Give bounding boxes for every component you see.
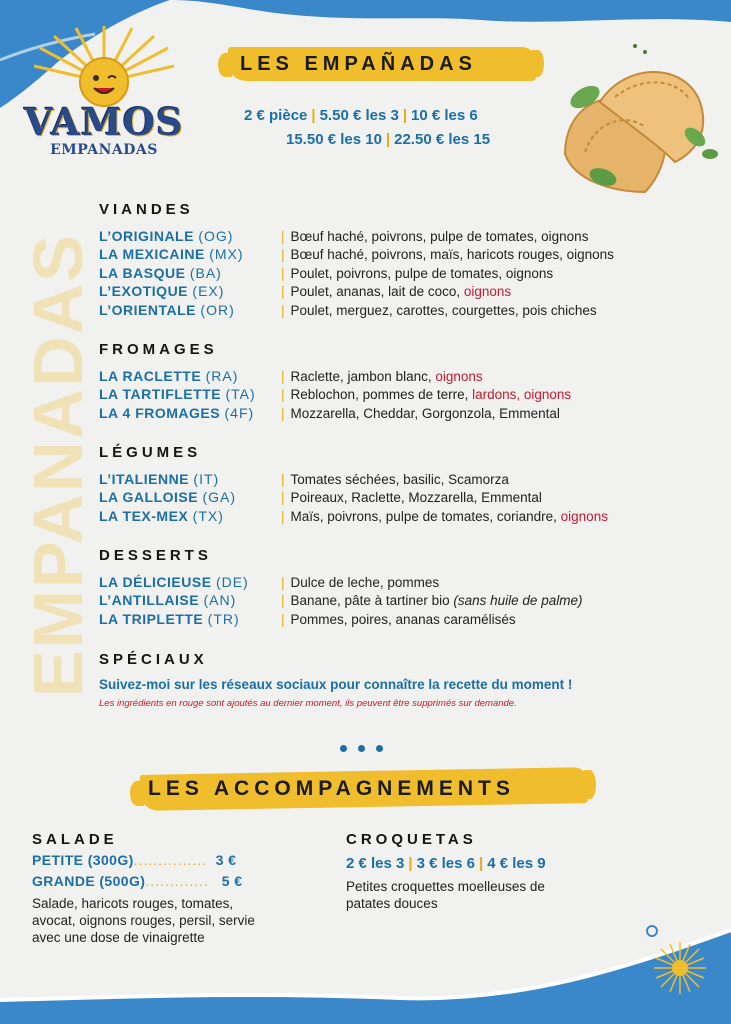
item-description: Reblochon, pommes de terre, [290, 387, 473, 402]
removable-ingredient: oignons [463, 284, 512, 299]
brand-logo [24, 24, 184, 174]
price-line-1: 2 € pièce | 5.50 € les 3 | 10 € les 6 [244, 107, 478, 124]
removable-ingredient: oignons [560, 509, 608, 524]
price-item: 5.50 € les 3 [319, 107, 399, 124]
item-name: LA TRIPLETTE [99, 611, 204, 627]
size-price: 5 € [221, 873, 243, 889]
item-name: LA TEX-MEX [99, 508, 189, 524]
item-code: (IT) [193, 471, 220, 487]
section-title-desserts: DESSERTS [99, 547, 212, 564]
sun-icon [652, 940, 708, 996]
item-code: (TA) [225, 386, 256, 402]
croquetas-prices: 2 € les 3 | 3 € les 6 | 4 € les 9 [346, 855, 546, 872]
menu-item: LA MEXICAINE (MX) | Bœuf haché, poivrons, maïs, haricots rouges, oignons [99, 246, 614, 262]
logo-subtitle: EMPANADAS [50, 142, 158, 158]
item-name: LA GALLOISE [99, 489, 199, 505]
removable-ingredient: lardons, oignons [472, 387, 572, 402]
item-code: (RA) [205, 368, 239, 384]
section-title-speciaux: SPÉCIAUX [99, 651, 208, 668]
price-item: 10 € les 6 [411, 107, 478, 124]
item-description: Bœuf haché, poivrons, maïs, haricots rouges, oignons [290, 247, 614, 262]
item-name: L’ANTILLAISE [99, 592, 200, 608]
description-line: Petites croquettes moelleuses de [346, 879, 545, 894]
price-item: 4 € les 9 [487, 855, 546, 872]
section-title-fromages: FROMAGES [99, 341, 218, 358]
menu-item: LA GALLOISE (GA) | Poireaux, Raclette, Mozzarella, Emmental [99, 489, 542, 505]
price-line-2: 15.50 € les 10 | 22.50 € les 15 [286, 131, 491, 148]
item-description: Pommes, poires, ananas caramélisés [290, 612, 516, 627]
item-name: LA TARTIFLETTE [99, 386, 222, 402]
item-description: Tomates séchées, basilic, Scamorza [290, 472, 509, 487]
item-code: (DE) [215, 574, 249, 590]
menu-item: LA TRIPLETTE (TR) | Pommes, poires, ananas caramélisés [99, 611, 516, 627]
menu-item: LA DÉLICIEUSE (DE) | Dulce de leche, pommes [99, 574, 440, 590]
item-code: (TX) [192, 508, 224, 524]
item-name: L’ORIENTALE [99, 302, 197, 318]
price-item: 2 € pièce [244, 107, 308, 124]
menu-item: L’ORIENTALE (OR) | Poulet, merguez, carottes, courgettes, pois chiches [99, 302, 597, 318]
price-item: 2 € les 3 [346, 855, 405, 872]
size-label: PETITE (300G) [32, 852, 134, 868]
item-name: L’EXOTIQUE [99, 283, 189, 299]
item-code: (OR) [200, 302, 235, 318]
item-code: (4F) [224, 405, 255, 421]
item-code: (MX) [209, 246, 244, 262]
item-description: Poireaux, Raclette, Mozzarella, Emmental [290, 490, 542, 505]
menu-item: L’ITALIENNE (IT) | Tomates séchées, basilic, Scamorza [99, 471, 509, 487]
item-name: LA RACLETTE [99, 368, 202, 384]
menu-item: L’ANTILLAISE (AN) | Banane, pâte à tartiner bio (sans huile de palme) [99, 592, 583, 608]
item-description-note: (sans huile de palme) [453, 593, 583, 608]
item-description: Dulce de leche, pommes [290, 575, 440, 590]
description-line: Salade, haricots rouges, tomates, [32, 896, 234, 911]
item-name: L’ORIGINALE [99, 228, 194, 244]
item-name: LA 4 FROMAGES [99, 405, 221, 421]
description-line: patates douces [346, 896, 438, 911]
item-description: Raclette, jambon blanc, [290, 369, 436, 384]
item-description: Poulet, merguez, carottes, courgettes, pois chiches [290, 303, 597, 318]
salade-title: SALADE [32, 831, 118, 848]
menu-item: LA RACLETTE (RA) | Raclette, jambon blanc, oignons [99, 368, 483, 384]
item-code: (TR) [207, 611, 240, 627]
item-name: LA DÉLICIEUSE [99, 574, 212, 590]
salade-size-grande: GRANDE (500G)............. 5 € [32, 873, 243, 889]
menu-item: L’ORIGINALE (OG) | Bœuf haché, poivrons, pulpe de tomates, oignons [99, 228, 589, 244]
salade-size-petite: PETITE (300G)............... 3 € [32, 852, 237, 868]
item-description: Bœuf haché, poivrons, pulpe de tomates, oignons [290, 229, 589, 244]
item-code: (BA) [189, 265, 222, 281]
section-title-viandes: VIANDES [99, 201, 194, 218]
removable-ingredient: oignons [435, 369, 483, 384]
salade-description [32, 895, 255, 946]
menu-item: LA TARTIFLETTE (TA) | Reblochon, pommes de terre, lardons, oignons [99, 386, 572, 402]
special-recipe-note: Suivez-moi sur les réseaux sociaux pour connaître la recette du moment ! [99, 677, 573, 692]
item-code: (OG) [198, 228, 234, 244]
page-title: LES EMPAÑADAS [240, 53, 477, 75]
logo-wordmark: VAMOS [24, 100, 184, 144]
size-price: 3 € [215, 852, 237, 868]
item-name: LA MEXICAINE [99, 246, 205, 262]
item-description: Mozzarella, Cheddar, Gorgonzola, Emmental [290, 406, 560, 421]
description-line: avocat, oignons rouges, persil, servie [32, 913, 255, 928]
price-item: 3 € les 6 [416, 855, 475, 872]
price-item: 22.50 € les 15 [394, 131, 491, 148]
price-item: 15.50 € les 10 [286, 131, 382, 148]
vertical-watermark: EMPANADAS [19, 233, 97, 697]
item-code: (GA) [202, 489, 237, 505]
item-description: Banane, pâte à tartiner bio [290, 593, 454, 608]
item-description: Maïs, poivrons, pulpe de tomates, coriandre, [290, 509, 561, 524]
croquetas-description [346, 878, 545, 912]
menu-item: LA TEX-MEX (TX) | Maïs, poivrons, pulpe de tomates, coriandre, oignons [99, 508, 608, 524]
menu-item: L’EXOTIQUE (EX) | Poulet, ananas, lait de coco, oignons [99, 283, 512, 299]
croquetas-title: CROQUETAS [346, 831, 477, 848]
size-label: GRANDE (500G) [32, 873, 146, 889]
accompagnements-title: LES ACCOMPAGNEMENTS [148, 777, 515, 800]
menu-item: LA BASQUE (BA) | Poulet, poivrons, pulpe de tomates, oignons [99, 265, 554, 281]
red-ingredients-note: Les ingrédients en rouge sont ajoutés au dernier moment, ils peuvent être supprimés sur demande. [99, 698, 517, 709]
menu-item: LA 4 FROMAGES (4F) | Mozzarella, Cheddar, Gorgonzola, Emmental [99, 405, 560, 421]
dots-divider [340, 739, 394, 757]
item-name: LA BASQUE [99, 265, 186, 281]
empanada-illustration [545, 42, 725, 202]
item-description: Poulet, ananas, lait de coco, [290, 284, 464, 299]
section-title-legumes: LÉGUMES [99, 444, 202, 461]
description-line: avec une dose de vinaigrette [32, 930, 205, 945]
item-code: (AN) [203, 592, 237, 608]
item-description: Poulet, poivrons, pulpe de tomates, oignons [290, 266, 554, 281]
item-code: (EX) [192, 283, 225, 299]
item-name: L’ITALIENNE [99, 471, 190, 487]
